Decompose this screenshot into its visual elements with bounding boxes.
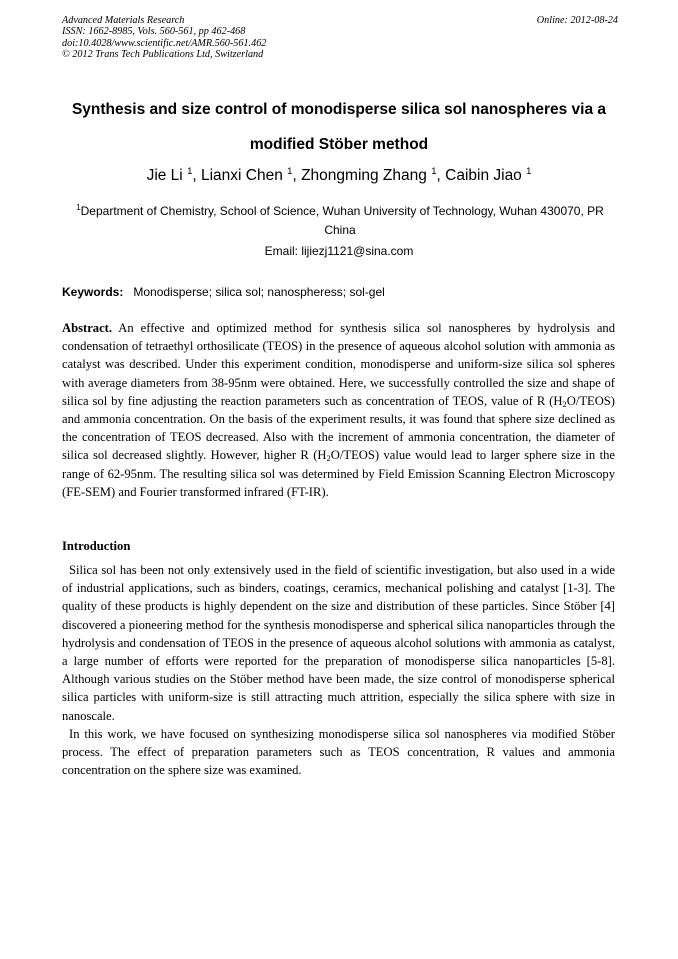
affiliation-line-1: Department of Chemistry, School of Science, Wuhan University of Technology, Wuhan 430070, PR <box>80 204 604 218</box>
copyright-line: © 2012 Trans Tech Publications Ltd, Switzerland <box>62 49 264 61</box>
title-line-1: Synthesis and size control of monodisperse silica sol nanospheres via a <box>71 101 607 118</box>
introduction-paragraph: In this work, we have focused on synthesizing monodisperse silica sol nanospheres via modified Stöber process. The effect of preparation parameters such as TEOS concentration, R values and ammonia concentration on the sphere size was examined. <box>62 726 615 778</box>
abstract <box>62 319 615 501</box>
affiliation-line-2: China <box>324 223 356 237</box>
issn-line: ISSN: 1662-8985, Vols. 560-561, pp 462-468 <box>62 26 246 38</box>
author-affiliation-mark: 1 <box>431 166 437 177</box>
subscript-2: 2 <box>326 453 331 464</box>
journal-header <box>62 15 618 61</box>
affiliation <box>62 202 618 240</box>
abstract-text-1: An effective and optimized method for synthesis silica sol nanospheres by hydrolysis and condensation of tetraethyl orthosilicate (TEOS) in the presence of aqueous alcohol solution with ammonia as catalyst was described. Under this experiment condition, monodisperse and uniform-size silica sol spheres with average diameters from 38-95nm were obtained. Here, we successfully controlled the size and shape of silica sol by fine adjusting the reaction parameters such as concentration of TEOS, value of R (H <box>62 321 615 408</box>
author-name: Lianxi Chen <box>200 167 283 184</box>
introduction-body <box>62 561 615 779</box>
paper-title <box>40 92 638 162</box>
author-affiliation-mark: 1 <box>287 166 293 177</box>
abstract-label: Abstract. <box>62 321 113 335</box>
author-affiliation-mark: 1 <box>187 166 193 177</box>
author-affiliation-mark: 1 <box>526 166 532 177</box>
keywords <box>62 284 618 300</box>
author-name: Zhongming Zhang <box>301 167 427 184</box>
introduction-paragraph: Silica sol has been not only extensively used in the field of scientific investigation, but also used in a wide of industrial applications, such as binders, coatings, ceramics, mechanical polishing and catalyst [1-3]. The quality of these products is highly dependent on the size and distribution of these particles. Since Stöber [4] discovered a pioneering method for the synthesis monodisperse and spherical silica nanoparticles through the hydrolysis and condensation of TEOS in the presence of aqueous alcohol solutions with ammonia as catalyst, a large number of efforts were reported for the preparation of monodisperse silica nanoparticles [5-8]. Although various studies on the Stöber method have been made, the size control of monodisperse spherical silica particles with uniform-size is still attracting much attrition, especially the silica sphere with size in nanoscale. <box>62 563 615 723</box>
introduction-heading: Introduction <box>62 539 131 553</box>
subscript-2: 2 <box>562 398 567 409</box>
abstract-text-3: O/TEOS) value would lead to larger sphere size in the range of 62-95nm. The resulting silica sol was determined by Field Emission Scanning Electron Microscopy (FE-SEM) and Fourier transformed infrared (FT-IR). <box>62 448 615 499</box>
title-line-2: modified Stöber method <box>249 136 429 153</box>
affiliation-mark: 1 <box>76 203 81 212</box>
doi-line: doi:10.4028/www.scientific.net/AMR.560-561.462 <box>62 37 267 49</box>
author-list: Jie Li $^1$, Lianxi Chen $^1$, Zhongming Zhang $^1$, Caibin Jiao $^1$ <box>146 166 532 184</box>
contact-email: Email: lijiezj1121@sina.com <box>264 244 414 258</box>
online-date: Online: 2012-08-24 <box>536 15 618 26</box>
author-name: Jie Li <box>146 167 183 184</box>
keywords-text: Monodisperse; silica sol; nanospheress; sol-gel <box>133 285 385 299</box>
abstract-text-2: O/TEOS) and ammonia concentration. On the basis of the experiment results, it was found that sphere size declined as the concentration of TEOS decreased. Also with the increment of ammonia concentration, the diameter of silica sol decreased slightly. However, higher R (H <box>62 393 615 463</box>
journal-name: Advanced Materials Research <box>62 15 185 26</box>
author-name: Caibin Jiao <box>445 167 522 184</box>
keywords-label: Keywords: <box>62 285 124 299</box>
